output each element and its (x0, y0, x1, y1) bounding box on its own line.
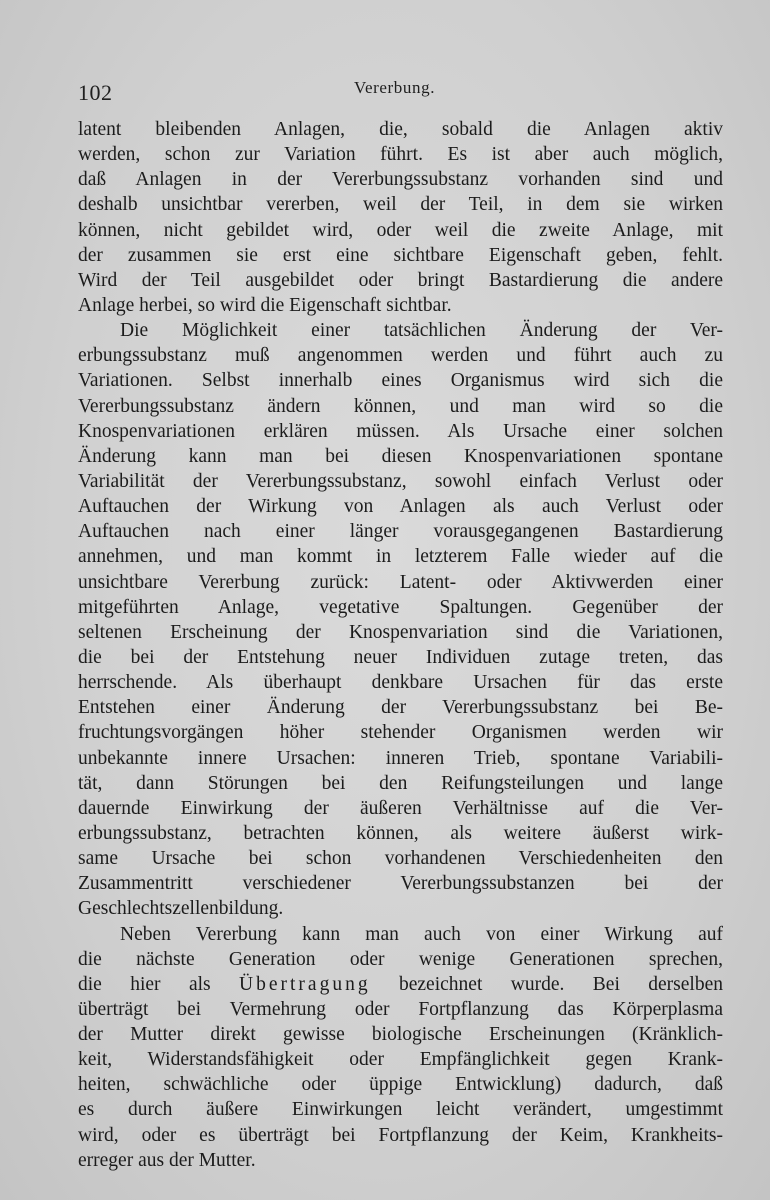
running-title: Vererbung. (354, 78, 436, 97)
text-line: Vererbungssubstanz ändern können, und man wird so die (78, 395, 723, 417)
text-line: wird, oder es überträgt bei Fortpflanzung der Keim, Krankheits- (78, 1124, 723, 1146)
text-line: daß Anlagen in der Vererbungssubstanz vorhanden sind und (78, 169, 723, 191)
text-line: latent bleibenden Anlagen, die, sobald die Anlagen aktiv (78, 119, 723, 140)
page-number: 102 (78, 80, 113, 105)
text-line: erbungssubstanz muß angenommen werden und führt auch zu (78, 345, 723, 367)
text-line: unsichtbare Vererbung zurück: Latent- oder Aktivwerden einer (78, 571, 723, 593)
text-line: Variabilität der Vererbungssubstanz, sowohl einfach Verlust oder (78, 470, 723, 492)
running-head (78, 76, 723, 106)
text-line: seltenen Erscheinung der Knospenvariation sind die Variationen, (78, 621, 723, 643)
text-line: same Ursache bei schon vorhandenen Verschiedenheiten den (78, 848, 723, 870)
text-line: Geschlechtszellenbildung. (78, 898, 284, 920)
text-line: dauernde Einwirkung der äußeren Verhältnisse auf die Ver- (78, 797, 723, 819)
paragraph (78, 117, 723, 318)
text-line: können, nicht gebildet wird, oder weil die zweite Anlage, mit (78, 219, 723, 241)
text-line: der zusammen sie erst eine sichtbare Eigenschaft geben, fehlt. (78, 244, 723, 266)
text-line: es durch äußere Einwirkungen leicht verändert, umgestimmt (78, 1099, 723, 1121)
text-line: Auftauchen nach einer länger vorausgegangenen Bastardierung (78, 521, 723, 543)
paragraph (78, 922, 723, 1173)
text-line: die bei der Entstehung neuer Individuen zutage treten, das (78, 646, 723, 668)
text-line: unbekannte innere Ursachen: inneren Trieb, spontane Variabili- (78, 747, 723, 769)
text-line: Änderung kann man bei diesen Knospenvariationen spontane (78, 445, 723, 467)
paragraph (78, 318, 723, 921)
text-line: Entstehen einer Änderung der Vererbungssubstanz bei Be- (78, 697, 723, 719)
text-line: erreger aus der Mutter. (78, 1149, 256, 1171)
text-line: mitgeführten Anlage, vegetative Spaltungen. Gegenüber der (78, 596, 723, 618)
text-line: die nächste Generation oder wenige Generationen sprechen, (78, 948, 723, 970)
text-line: der Mutter direkt gewisse biologische Erscheinungen (Kränklich- (78, 1024, 723, 1046)
text-line: werden, schon zur Variation führt. Es ist aber auch möglich, (78, 144, 723, 166)
text-line: Neben Vererbung kann man auch von einer Wirkung auf (120, 923, 723, 945)
text-line: deshalb unsichtbar vererben, weil der Teil, in dem sie wirken (78, 194, 723, 216)
text-line: Knospenvariationen erklären müssen. Als Ursache einer solchen (78, 420, 723, 442)
text-line: annehmen, und man kommt in letzterem Falle wieder auf die (78, 546, 723, 568)
text-line: Variationen. Selbst innerhalb eines Organismus wird sich die (78, 370, 723, 392)
text-line: Die Möglichkeit einer tatsächlichen Änderung der Ver- (120, 320, 723, 342)
text-line: überträgt bei Vermehrung oder Fortpflanzung das Körperplasma (78, 998, 723, 1020)
text-line: die hier als Übertragung bezeichnet wurde. Bei derselben (78, 973, 723, 995)
text-line: herrschende. Als überhaupt denkbare Ursachen für das erste (78, 672, 723, 694)
body-text (78, 117, 723, 1173)
text-line: erbungssubstanz, betrachten können, als weitere äußerst wirk- (78, 822, 723, 844)
text-line: Wird der Teil ausgebildet oder bringt Bastardierung die andere (78, 269, 723, 291)
text-line: fruchtungsvorgängen höher stehender Organismen werden wir (78, 722, 723, 744)
text-line: Zusammentritt verschiedener Vererbungssubstanzen bei der (78, 873, 723, 895)
text-line: heiten, schwächliche oder üppige Entwicklung) dadurch, daß (78, 1074, 723, 1096)
text-line: tät, dann Störungen bei den Reifungsteilungen und lange (78, 772, 723, 794)
text-line: keit, Widerstandsfähigkeit oder Empfänglichkeit gegen Krank- (78, 1049, 723, 1071)
text-line: Anlage herbei, so wird die Eigenschaft sichtbar. (78, 294, 452, 316)
text-line: Auftauchen der Wirkung von Anlagen als auch Verlust oder (78, 496, 723, 518)
